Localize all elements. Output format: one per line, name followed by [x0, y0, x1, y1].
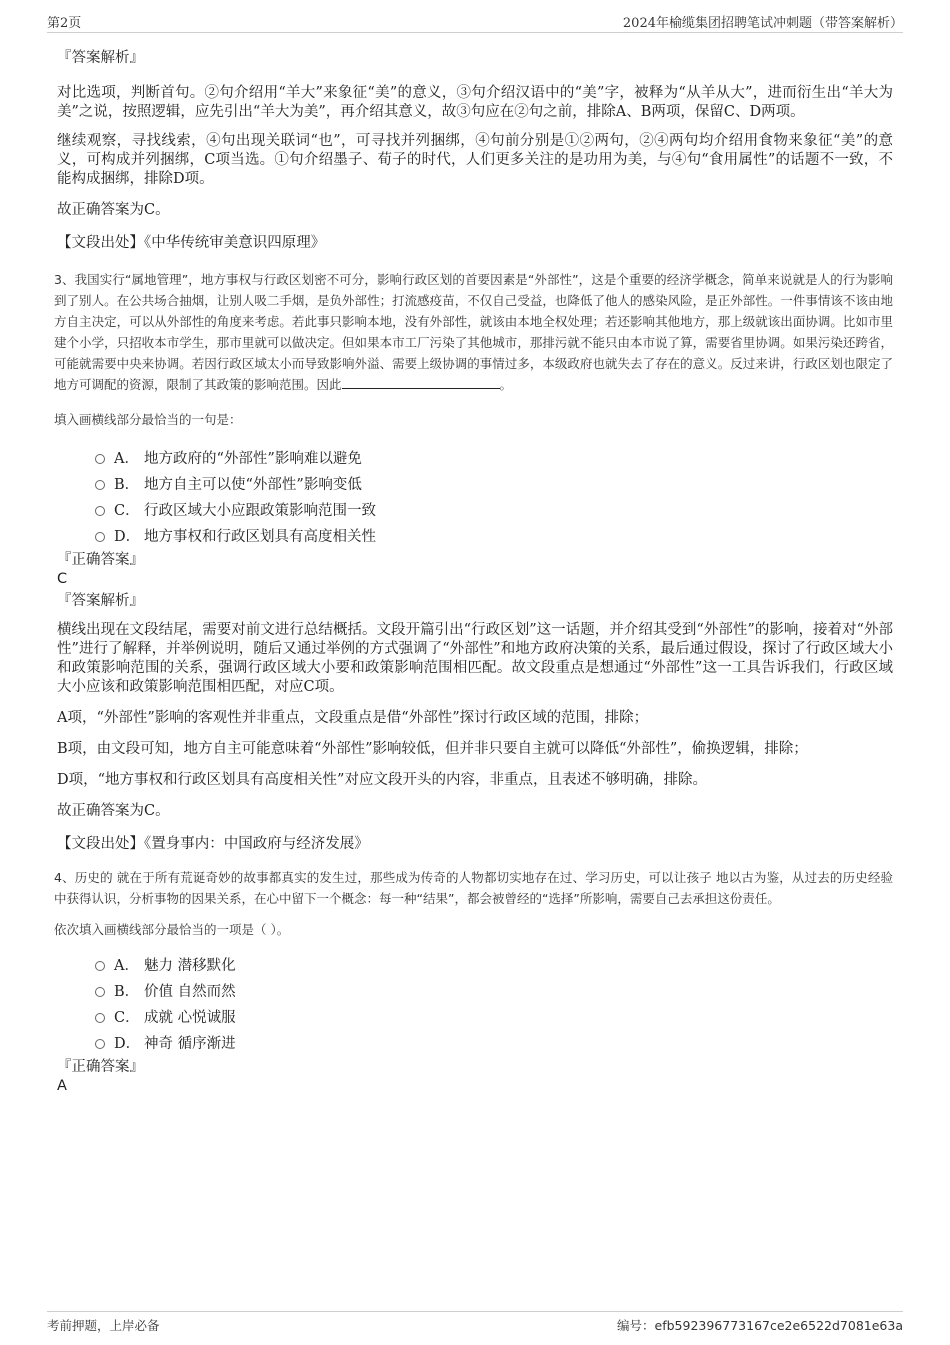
footer-slogan: 考前押题，上岸必备 — [47, 1318, 160, 1333]
question-3 — [54, 269, 893, 854]
analysis-conclusion: 故正确答案为C。 — [57, 803, 170, 819]
option-letter: D． — [114, 528, 141, 545]
option-d[interactable] — [95, 522, 893, 548]
document-id: 编号：efb592396773167ce2e6522d7081e63a — [617, 1318, 903, 1333]
question-prompt: 填入画横线部分最恰当的一句是： — [54, 412, 242, 427]
radio-button-icon[interactable] — [95, 480, 105, 490]
correct-answer: A — [57, 1078, 67, 1094]
radio-button-icon[interactable] — [95, 506, 105, 516]
main-content — [54, 44, 893, 1095]
option-text: 地方政府的“外部性”影响难以避免 — [144, 450, 362, 467]
option-b[interactable] — [95, 470, 893, 496]
answer-label: 『正确答案』 — [57, 1059, 144, 1075]
option-c[interactable] — [95, 496, 893, 522]
question-text: 4、历史的 就在于所有荒诞奇妙的故事都真实的发生过，那些成为传奇的人物都切实地存在过、学习历史，可以让孩子 地以古为鉴，从过去的历史经验中获得认识，分析事物的因果关系，在心中留下一个概念：每一种“结果”，都会被曾经的“选择”所影响，需要自己去承担这份责任。 — [54, 870, 893, 906]
page-number: 第2页 — [47, 16, 82, 31]
analysis-paragraph: 对比选项，判断首句。②句介绍用“羊大”来象征“美”的意义，③句介绍汉语中的“美”字，被释为“从羊从大”，进而衍生出“羊大为美”之说，按照逻辑，应先引出“羊大为美”，再介绍其意义，故③句应在②句之前，排除A、B两项，保留C、D两项。 — [57, 85, 893, 120]
radio-button-icon[interactable] — [95, 1039, 105, 1049]
option-letter: A． — [114, 957, 139, 974]
option-list — [57, 951, 893, 1055]
radio-button-icon[interactable] — [95, 532, 105, 542]
option-text: 魅力 潜移默化 — [144, 957, 236, 974]
question-4 — [54, 867, 893, 1095]
option-letter: C． — [114, 502, 140, 519]
radio-button-icon[interactable] — [95, 987, 105, 997]
option-text: 成就 心悦诚服 — [144, 1009, 236, 1026]
question-text — [54, 269, 893, 395]
analysis-paragraph: 继续观察，寻找线索，④句出现关联词“也”，可寻找并列捆绑，④句前分别是①②两句，②④两句均介绍用食物来象征“美”的意义，可构成并列捆绑，C项当选。①句介绍墨子、荀子的时代，人们更多关注的是功用为美，与④句“食用属性”的话题不一致，不能构成捆绑，排除D项。 — [57, 133, 893, 187]
option-a[interactable] — [95, 444, 893, 470]
option-d[interactable] — [95, 1029, 893, 1055]
answer-label: 『正确答案』 — [57, 552, 144, 568]
option-c[interactable] — [95, 1003, 893, 1029]
page-header — [47, 10, 903, 33]
question-2-analysis — [57, 48, 893, 253]
option-letter: B． — [114, 983, 140, 1000]
option-text: 神奇 循序渐进 — [144, 1035, 236, 1052]
option-letter: C． — [114, 1009, 140, 1026]
question-prompt: 依次填入画横线部分最恰当的一项是（ ）。 — [54, 922, 290, 937]
correct-answer: C — [57, 571, 68, 587]
option-text: 地方自主可以使“外部性”影响变低 — [144, 476, 362, 493]
question-body: 3、我国实行“属地管理”，地方事权与行政区划密不可分，影响行政区划的首要因素是“外部性”，这是个重要的经济学概念，简单来说就是人的行为影响到了别人。在公共场合抽烟，让别人吸二手烟，是负外部性；打流感疫苗，不仅自己受益，也降低了他人的感染风险，是正外部性。一件事情该不该由地方自主决定，可以从外部性的角度来考虑。若此事只影响本地，没有外部性，就该由本地全权处理；若还影响其他地方，那上级就该出面协调。比如市里建个小学，只招收本市学生，那市里就可以做决定。但如果本市工厂污染了其他城市，那排污就不能只由本市说了算，需要省里协调。如果污染还跨省，可能就需要中央来协调。若因行政区域太小而导致影响外溢、需要上级协调的事情过多，本级政府也就失去了存在的意义。反过来讲，行政区划也限定了地方可调配的资源，限制了其政策的影响范围。因此 — [54, 272, 893, 392]
analysis-paragraph: A项，“外部性”影响的客观性并非重点，文段重点是借“外部性”探讨行政区域的范围，排除； — [57, 710, 649, 726]
option-text: 行政区域大小应跟政策影响范围一致 — [144, 502, 376, 519]
option-letter: B． — [114, 476, 140, 493]
source-citation: 【文段出处】《中华传统审美意识四原理》 — [57, 235, 326, 251]
option-letter: D． — [114, 1035, 141, 1052]
document-title: 2024年榆缆集团招聘笔试冲刺题（带答案解析） — [622, 16, 903, 31]
analysis-paragraph: D项，“地方事权和行政区划具有高度相关性”对应文段开头的内容，非重点，且表述不够明确，排除。 — [57, 772, 707, 788]
option-letter: A． — [114, 450, 139, 467]
radio-button-icon[interactable] — [95, 1013, 105, 1023]
radio-button-icon[interactable] — [95, 961, 105, 971]
option-list — [57, 444, 893, 548]
fill-blank — [342, 376, 500, 389]
analysis-paragraph: 横线出现在文段结尾，需要对前文进行总结概括。文段开篇引出“行政区划”这一话题，并介绍其受到“外部性”的影响，接着对“外部性”进行了解释，并举例说明，随后又通过举例的方式强调了“外部性”和地方政府决策的关系，最后通过假设，探讨了行政区域大小和政策影响范围的关系，强调行政区域大小要和政策影响范围相匹配。故文段重点是想通过“外部性”这一工具告诉我们，行政区域大小应该和政策影响范围相匹配，对应C项。 — [57, 622, 893, 695]
radio-button-icon[interactable] — [95, 454, 105, 464]
option-text: 价值 自然而然 — [144, 983, 236, 1000]
option-text: 地方事权和行政区划具有高度相关性 — [144, 528, 376, 545]
analysis-paragraph: B项，由文段可知，地方自主可能意味着“外部性”影响较低，但并非只要自主就可以降低“外部性”，偷换逻辑，排除； — [57, 741, 808, 757]
question-end: 。 — [499, 377, 513, 392]
option-b[interactable] — [95, 977, 893, 1003]
analysis-label: 『答案解析』 — [57, 593, 144, 609]
analysis-conclusion: 故正确答案为C。 — [57, 202, 170, 218]
analysis-label: 『答案解析』 — [57, 50, 144, 66]
option-a[interactable] — [95, 951, 893, 977]
source-citation: 【文段出处】《置身事内：中国政府与经济发展》 — [57, 836, 369, 852]
page-footer — [47, 1311, 903, 1336]
